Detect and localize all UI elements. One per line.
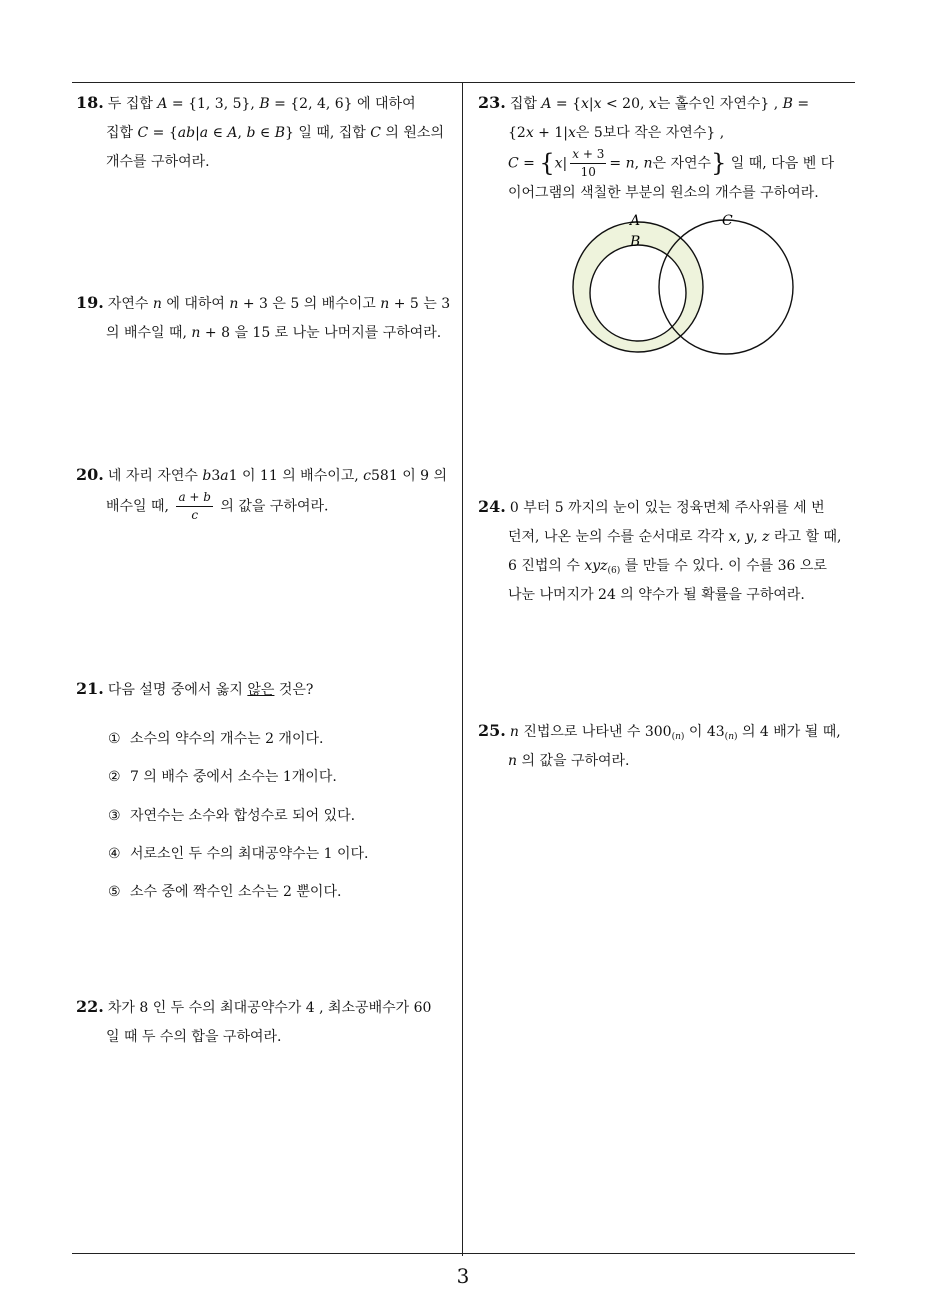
- choice-5[interactable]: [108, 881, 341, 901]
- bottom-rule: [72, 1253, 855, 1254]
- problem-number: 23.: [478, 93, 506, 112]
- set-b-circle: [590, 245, 686, 341]
- choice-text: 자연수는 소수와 합성수로 되어 있다.: [130, 808, 356, 824]
- set-c-circle: [659, 220, 793, 354]
- problem-number: 25.: [478, 721, 506, 740]
- page-number: 3: [456, 1264, 470, 1288]
- choice-3[interactable]: [108, 805, 355, 825]
- column-divider: [462, 82, 463, 1256]
- venn-diagram: [560, 205, 810, 365]
- label-c: C: [722, 213, 733, 229]
- problem-21: 21. 다음 설명 중에서 옳지 않은 것은?: [76, 679, 314, 698]
- choice-text: 서로소인 두 수의 최대공약수는 1 이다.: [130, 846, 369, 862]
- problem-20: 20. 네 자리 자연수 b3a1 이 11 의 배수이고, c581 이 9 의 배수일 때, $\frac{a + b}{c}$ 의 값을 구하여라.: [76, 465, 448, 522]
- choice-mark: ④: [108, 846, 121, 862]
- problem-number: 22.: [76, 997, 104, 1016]
- fraction: $\frac{x + 3}{10}$: [572, 147, 605, 179]
- choice-mark: ③: [108, 808, 121, 824]
- problem-number: 21.: [76, 679, 104, 698]
- problem-22: 22. 차가 8 인 두 수의 최대공약수가 4 , 최소공배수가 60 일 때 두 수의 합을 구하여라.: [76, 997, 432, 1045]
- top-rule: [72, 82, 855, 83]
- problem-number: 18.: [76, 93, 104, 112]
- problem-23: 23. 집합 A = {x|x < 20, x는 홀수인 자연수} , B = {2x + 1|x은 5보다 작은 자연수} , C = {x| $\frac{x + 3}{10}$ = n, n은 자연수} 일 때, 다음 벤 다 이어그램의 색칠한 부분의 원소의 개수를 구하여라.: [478, 93, 835, 201]
- label-a: A: [630, 213, 641, 229]
- choice-text: 소수의 약수의 개수는 2 개이다.: [130, 731, 324, 747]
- fraction: $\frac{a + b}{c}$: [178, 490, 211, 522]
- problem-19: 19. 자연수 n 에 대하여 n + 3 은 5 의 배수이고 n + 5 는 3 의 배수일 때, n + 8 을 15 로 나눈 나머지를 구하여라.: [76, 293, 451, 341]
- problem-25: 25. n 진법으로 나타낸 수 $300_{(n)}$ 이 $43_{(n)}$ 의 4 배가 될 때, n 의 값을 구하여라.: [478, 721, 841, 769]
- answer-choices: [108, 728, 448, 908]
- choice-mark: ①: [108, 731, 121, 747]
- choice-mark: ⑤: [108, 884, 121, 900]
- problem-number: 19.: [76, 293, 104, 312]
- choice-2[interactable]: [108, 766, 337, 786]
- choice-1[interactable]: [108, 728, 323, 748]
- choice-mark: ②: [108, 769, 121, 785]
- label-b: B: [630, 234, 641, 250]
- problem-number: 24.: [478, 497, 506, 516]
- problem-18: 18. 두 집합 A = {1, 3, 5}, B = {2, 4, 6} 에 대하여 집합 C = {ab|a ∈ A, b ∈ B} 일 때, 집합 C 의 원소의 개수를 구하여라.: [76, 93, 444, 170]
- choice-4[interactable]: [108, 843, 368, 863]
- choice-text: 소수 중에 짝수인 소수는 2 뿐이다.: [130, 884, 342, 900]
- choice-text: 7 의 배수 중에서 소수는 1개이다.: [130, 769, 337, 785]
- problem-number: 20.: [76, 465, 104, 484]
- problem-24: 24. 0 부터 5 까지의 눈이 있는 정육면체 주사위를 세 번 던져, 나온 눈의 수를 순서대로 각각 x, y, z 라고 할 때, 6 진법의 수 xyz$_{(6)}$ 를 만들 수 있다. 이 수를 36 으로 나눈 나머지가 24 의 약수가 될 확률을 구하여라.: [478, 497, 842, 603]
